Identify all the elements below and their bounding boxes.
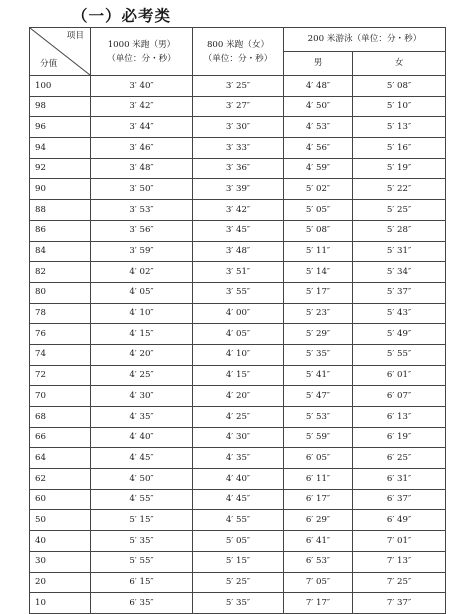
table-row [30,138,446,159]
run-800m-cell: 3′ 27″ [193,96,284,117]
swim-female-cell: 5′ 37″ [353,282,446,303]
run-800m-cell: 3′ 33″ [193,138,284,159]
run-1000m-cell: 4′ 35″ [91,407,193,428]
col-swim-header: 200 米游泳（单位：分・秒） [284,28,446,52]
swim-female-cell: 5′ 43″ [353,303,446,324]
section-title: （一）必考类 [72,6,172,25]
run-1000m-cell: 6′ 15″ [91,572,193,593]
swim-male-cell: 6′ 11″ [284,469,353,490]
swim-male-cell: 5′ 02″ [284,179,353,200]
swim-female-cell: 6′ 31″ [353,469,446,490]
run-1000m-cell: 4′ 40″ [91,427,193,448]
swim-male-cell: 5′ 23″ [284,303,353,324]
run-800m-cell: 4′ 30″ [193,427,284,448]
run-1000m-cell: 4′ 55″ [91,489,193,510]
run-1000m-cell: 4′ 30″ [91,386,193,407]
col-1000m-header [91,28,193,76]
run-1000m-cell: 3′ 56″ [91,220,193,241]
score-cell: 68 [30,407,91,428]
swim-male-cell: 5′ 14″ [284,262,353,283]
run-800m-cell: 3′ 25″ [193,76,284,97]
run-1000m-cell: 3′ 42″ [91,96,193,117]
run-800m-cell: 4′ 45″ [193,489,284,510]
table-row [30,117,446,138]
score-cell: 78 [30,303,91,324]
swim-female-cell: 7′ 25″ [353,572,446,593]
score-cell: 74 [30,344,91,365]
run-1000m-cell: 6′ 35″ [91,593,193,614]
score-cell: 50 [30,510,91,531]
score-cell: 70 [30,386,91,407]
score-cell: 82 [30,262,91,283]
swim-male-cell: 6′ 17″ [284,489,353,510]
run-800m-cell: 5′ 15″ [193,551,284,572]
run-1000m-cell: 3′ 59″ [91,241,193,262]
score-cell: 30 [30,551,91,572]
run-800m-cell: 4′ 05″ [193,324,284,345]
swim-female-cell: 7′ 37″ [353,593,446,614]
swim-female-cell: 5′ 28″ [353,220,446,241]
swim-female-cell: 5′ 49″ [353,324,446,345]
score-cell: 86 [30,220,91,241]
swim-female-cell: 5′ 22″ [353,179,446,200]
table-row [30,96,446,117]
swim-male-cell: 4′ 59″ [284,158,353,179]
swim-female-cell: 7′ 01″ [353,531,446,552]
corner-score-label: 分值 [40,59,58,70]
swim-female-cell: 5′ 13″ [353,117,446,138]
score-cell: 62 [30,469,91,490]
swim-female-cell: 6′ 13″ [353,407,446,428]
run-1000m-cell: 5′ 15″ [91,510,193,531]
score-cell: 66 [30,427,91,448]
swim-female-cell: 5′ 25″ [353,200,446,221]
run-1000m-cell: 3′ 40″ [91,76,193,97]
table-body [30,76,446,614]
score-cell: 10 [30,593,91,614]
run-800m-cell: 5′ 05″ [193,531,284,552]
table-row [30,241,446,262]
corner-item-label: 项目 [66,31,84,41]
run-800m-cell: 3′ 48″ [193,241,284,262]
col-1000m-title: 1000 米跑（男） [107,39,176,50]
score-cell: 20 [30,572,91,593]
score-table [29,27,446,614]
run-1000m-cell: 4′ 15″ [91,324,193,345]
score-cell: 80 [30,282,91,303]
swim-female-cell: 5′ 16″ [353,138,446,159]
table-row [30,324,446,345]
run-800m-cell: 4′ 20″ [193,386,284,407]
swim-male-cell: 5′ 05″ [284,200,353,221]
score-cell: 60 [30,489,91,510]
score-cell: 64 [30,448,91,469]
run-800m-cell: 3′ 51″ [193,262,284,283]
run-1000m-cell: 4′ 45″ [91,448,193,469]
run-1000m-cell: 4′ 20″ [91,344,193,365]
swim-male-cell: 5′ 53″ [284,407,353,428]
table-row [30,262,446,283]
swim-female-cell: 7′ 13″ [353,551,446,572]
col-800m-unit: （单位：分・秒） [203,53,273,64]
table-row [30,551,446,572]
table-row [30,365,446,386]
swim-male-cell: 4′ 56″ [284,138,353,159]
run-1000m-cell: 4′ 05″ [91,282,193,303]
score-cell: 92 [30,158,91,179]
table-row [30,158,446,179]
table-row [30,303,446,324]
swim-female-cell: 5′ 34″ [353,262,446,283]
swim-male-cell: 5′ 08″ [284,220,353,241]
table-row [30,489,446,510]
run-800m-cell: 4′ 55″ [193,510,284,531]
swim-female-cell: 5′ 55″ [353,344,446,365]
swim-female-cell: 5′ 10″ [353,96,446,117]
score-cell: 94 [30,138,91,159]
col-800m-title: 800 米跑（女） [206,39,270,50]
swim-female-cell: 5′ 31″ [353,241,446,262]
score-cell: 88 [30,200,91,221]
run-800m-cell: 4′ 25″ [193,407,284,428]
swim-male-cell: 5′ 29″ [284,324,353,345]
run-800m-cell: 5′ 25″ [193,572,284,593]
table-row [30,510,446,531]
col-swim-male-header: 男 [284,52,353,76]
swim-female-cell: 6′ 25″ [353,448,446,469]
swim-male-cell: 5′ 41″ [284,365,353,386]
table-row [30,282,446,303]
table-row [30,386,446,407]
score-cell: 98 [30,96,91,117]
run-800m-cell: 5′ 35″ [193,593,284,614]
run-800m-cell: 3′ 36″ [193,158,284,179]
swim-male-cell: 4′ 48″ [284,76,353,97]
run-800m-cell: 4′ 10″ [193,344,284,365]
run-800m-cell: 4′ 35″ [193,448,284,469]
swim-female-cell: 6′ 01″ [353,365,446,386]
run-1000m-cell: 4′ 10″ [91,303,193,324]
col-800m-header [193,28,284,76]
table-row [30,572,446,593]
table-row [30,593,446,614]
run-1000m-cell: 4′ 25″ [91,365,193,386]
swim-male-cell: 4′ 50″ [284,96,353,117]
run-800m-cell: 3′ 39″ [193,179,284,200]
swim-male-cell: 4′ 53″ [284,117,353,138]
score-cell: 76 [30,324,91,345]
run-1000m-cell: 4′ 02″ [91,262,193,283]
score-cell: 100 [30,76,91,97]
swim-male-cell: 6′ 53″ [284,551,353,572]
swim-female-cell: 6′ 49″ [353,510,446,531]
table-row [30,407,446,428]
swim-female-cell: 6′ 19″ [353,427,446,448]
score-cell: 96 [30,117,91,138]
swim-male-cell: 6′ 29″ [284,510,353,531]
swim-female-cell: 6′ 07″ [353,386,446,407]
table-row [30,469,446,490]
run-1000m-cell: 3′ 53″ [91,200,193,221]
run-800m-cell: 4′ 00″ [193,303,284,324]
swim-male-cell: 5′ 17″ [284,282,353,303]
swim-female-cell: 5′ 08″ [353,76,446,97]
run-800m-cell: 4′ 15″ [193,365,284,386]
table-row [30,200,446,221]
swim-male-cell: 5′ 35″ [284,344,353,365]
swim-male-cell: 6′ 05″ [284,448,353,469]
table-row [30,220,446,241]
run-1000m-cell: 3′ 46″ [91,138,193,159]
table-row [30,344,446,365]
col-1000m-unit: （单位：分・秒） [107,53,176,64]
score-cell: 72 [30,365,91,386]
run-800m-cell: 3′ 55″ [193,282,284,303]
score-cell: 90 [30,179,91,200]
score-cell: 84 [30,241,91,262]
run-1000m-cell: 5′ 35″ [91,531,193,552]
col-swim-female-header: 女 [353,52,446,76]
table-row [30,427,446,448]
swim-male-cell: 5′ 11″ [284,241,353,262]
run-800m-cell: 3′ 45″ [193,220,284,241]
score-cell: 40 [30,531,91,552]
swim-female-cell: 5′ 19″ [353,158,446,179]
table-row [30,76,446,97]
run-1000m-cell: 3′ 44″ [91,117,193,138]
swim-female-cell: 6′ 37″ [353,489,446,510]
table-row [30,179,446,200]
run-800m-cell: 3′ 30″ [193,117,284,138]
swim-male-cell: 5′ 47″ [284,386,353,407]
swim-male-cell: 5′ 59″ [284,427,353,448]
table-row [30,531,446,552]
run-800m-cell: 3′ 42″ [193,200,284,221]
corner-header-cell [30,28,91,76]
run-800m-cell: 4′ 40″ [193,469,284,490]
swim-male-cell: 7′ 05″ [284,572,353,593]
run-1000m-cell: 4′ 50″ [91,469,193,490]
swim-male-cell: 7′ 17″ [284,593,353,614]
table-row [30,448,446,469]
run-1000m-cell: 3′ 50″ [91,179,193,200]
run-1000m-cell: 5′ 55″ [91,551,193,572]
swim-male-cell: 6′ 41″ [284,531,353,552]
run-1000m-cell: 3′ 48″ [91,158,193,179]
